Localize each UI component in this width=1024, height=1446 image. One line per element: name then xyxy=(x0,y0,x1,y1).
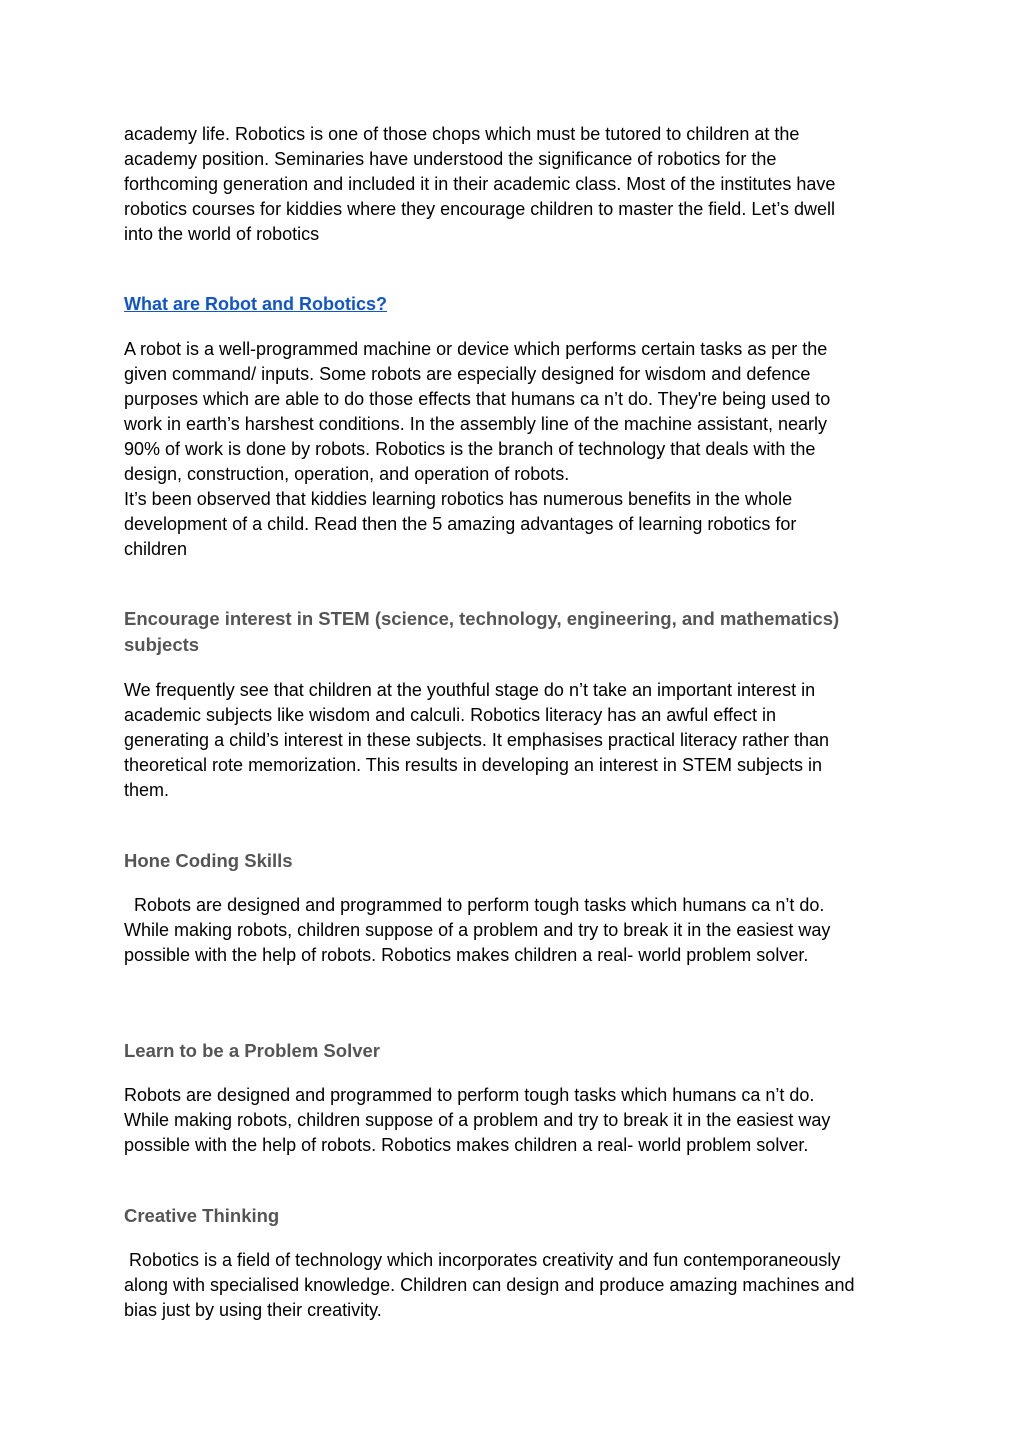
intro-paragraph: academy life. Robotics is one of those chops which must be tutored to children at the academy position. Seminaries have understood the significance of robotics for the forthcoming generation and included it in their academic class. Most of the institutes have robotics courses for kiddies where they encourage children to master the field. Let’s dwell into the world of robotics xyxy=(124,124,836,244)
coding-section-heading: Hone Coding Skills xyxy=(124,850,293,871)
stem-section-paragraph: We frequently see that children at the youthful stage do n’t take an important interest in academic subjects like wisdom and calculi. Robotics literacy has an awful effect in generating a child’s interest in these subjects. It emphasises practical literacy rather than theoretical rote memorization. This results in developing an interest in STEM subjects in them. xyxy=(124,680,830,800)
creative-section-paragraph: Robotics is a field of technology which incorporates creativity and fun contemporaneously along with specialised knowledge. Children can design and produce amazing machines and bias just by using their creativity. xyxy=(124,1250,855,1320)
robot-section-paragraph: A robot is a well-programmed machine or device which performs certain tasks as per the given command/ inputs. Some robots are especially designed for wisdom and defence purposes which are able to do those effects that humans ca n’t do. They're being used to work in earth’s harshest conditions. In the assembly line of the machine assistant, nearly 90% of work is done by robots. Robotics is the branch of technology that deals with the design, construction, operation, and operation of robots. It’s been observed that kiddies learning robotics has numerous benefits in the whole development of a child. Read then the 5 amazing advantages of learning robotics for children xyxy=(124,339,831,559)
problem-section-heading: Learn to be a Problem Solver xyxy=(124,1040,380,1061)
creative-section-heading: Creative Thinking xyxy=(124,1205,280,1226)
coding-section-paragraph: Robots are designed and programmed to perform tough tasks which humans ca n’t do. While making robots, children suppose of a problem and try to break it in the easiest way possible with the help of robots. Robotics makes children a real- world problem solver. xyxy=(124,895,831,965)
robot-section-heading-link[interactable]: What are Robot and Robotics? xyxy=(124,294,387,314)
stem-section-heading: Encourage interest in STEM (science, technology, engineering, and mathematics) subjects xyxy=(124,608,840,655)
problem-section-paragraph: Robots are designed and programmed to perform tough tasks which humans ca n’t do. While making robots, children suppose of a problem and try to break it in the easiest way possible with the help of robots. Robotics makes children a real- world problem solver. xyxy=(124,1085,831,1155)
